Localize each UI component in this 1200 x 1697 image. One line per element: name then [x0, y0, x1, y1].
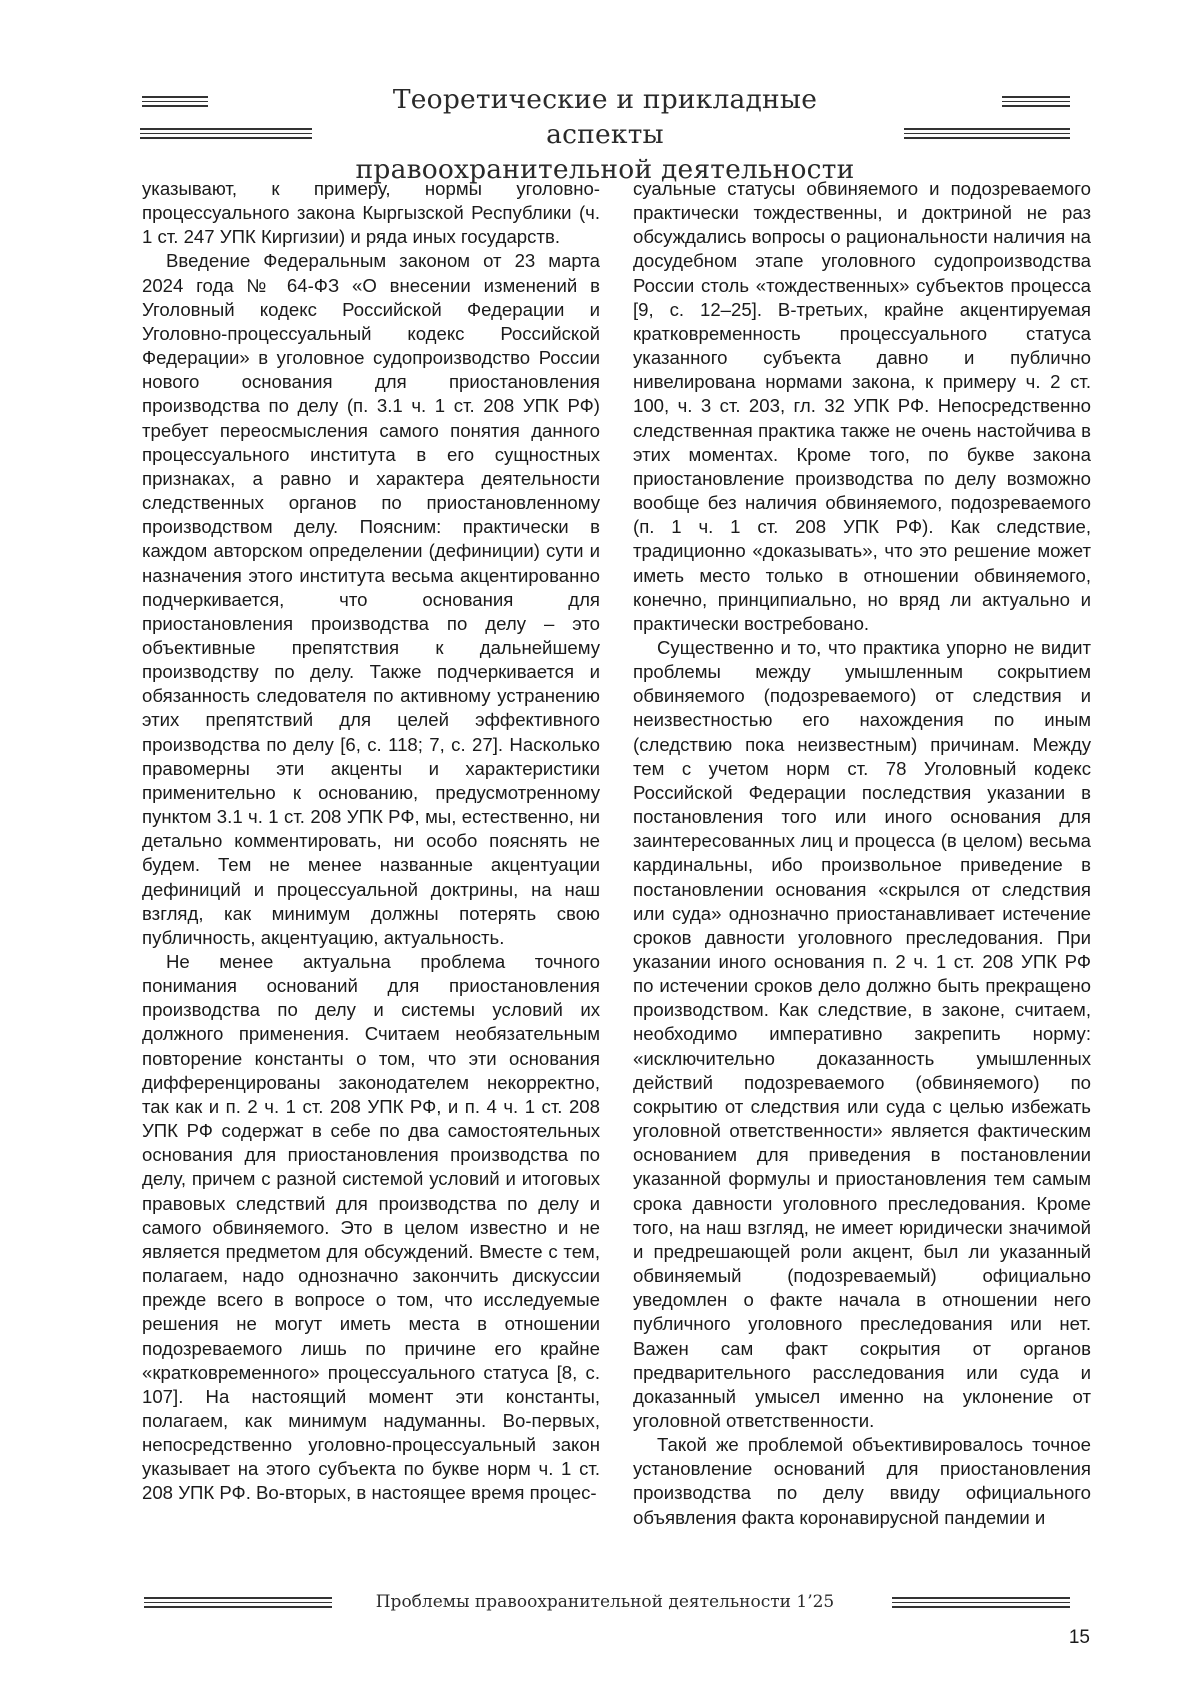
- running-footer: [140, 1588, 1070, 1618]
- paragraph: суальные статусы обвиняемого и подозреваемого практически тождественны, и доктриной не раз обсуждались вопросы о рациональности наличия на досудебном этапе уголовного судопроизводства России столь «тождественных» субъектов процесса [9, с. 12–25]. В-третьих, крайне акцентируемая кратковременность процессуального статуса указанного субъекта давно и публично нивелирована нормами закона, к примеру ч. 2 ст. 100, ч. 3 ст. 203, гл. 32 УПК РФ. Непосредственно следственная практика также не очень настойчива в этих моментах. Кроме того, по букве закона приостановление производства по делу возможно вообще без наличия обвиняемого, подозреваемого (п. 1 ч. 1 ст. 208 УПК РФ). Как следствие, традиционно «доказывать», что это решение может иметь место только в отношении обвиняемого, конечно, принципиально, но вряд ли актуально и практически востребовано.: [633, 178, 1091, 634]
- paragraph: указывают, к примеру, нормы уголовно-процессуального закона Кыргызской Республики (ч. 1 ст. 247 УПК Киргизии) и ряда иных государств.: [142, 178, 600, 248]
- header-rule-right-bottom: [904, 128, 1070, 139]
- footer-rule-right: [892, 1597, 1070, 1608]
- page-number: 15: [1068, 1627, 1090, 1648]
- left-column: [142, 177, 600, 1506]
- journal-title: Проблемы правоохранительной деятельности 1’25: [375, 1592, 835, 1612]
- header-rule-left-top: [142, 96, 208, 107]
- footer-rule-left: [144, 1597, 332, 1608]
- section-title: [340, 82, 870, 187]
- paragraph: Существенно и то, что практика упорно не видит проблемы между умышленным сокрытием обвиняемого (подозреваемого) от следствия и неизвестностью его нахождения по иным (следствию пока неизвестным) причинам. Между тем с учетом норм ст. 78 Уголовный кодекс Российской Федерации последствия указании в постановления того или иного основания для заинтересованных лиц и процесса (в целом) весьма кардинальны, ибо произвольное приведение в постановлении основания «скрылся от следствия или суда» однозначно приостанавливает истечение сроков давности уголовного преследования. При указании иного основания п. 2 ч. 1 ст. 208 УПК РФ по истечении сроков дело должно быть прекращено производством. Как следствие, в законе, считаем, необходимо императивно закрепить норму: «исключительно доказанность умышленных действий подозреваемого (обвиняемого) по сокрытию от следствия или суда с целью избежать уголовной ответственности» является фактическим основанием для приведения в постановлении указанной формулы и приостановления тем самым срока давности уголовного преследования. Кроме того, на наш взгляд, не имеет юридически значимой и предрешающей роли акцент, был ли указанный обвиняемый (подозреваемый) официально уведомлен о факте начала в отношении него публичного уголовного преследования или нет. Важен сам факт сокрытия от органов предварительного расследования или суда и доказанный умысел именно на уклонение от уголовной ответственности.: [633, 636, 1091, 1431]
- right-column: [633, 177, 1091, 1530]
- paragraph: Введение Федеральным законом от 23 марта 2024 года № 64-ФЗ «О внесении изменений в Уголовный кодекс Российской Федерации и Уголовно-процессуальный кодекс Российской Федерации» в уголовное судопроизводство России нового основания для приостановления производства по делу (п. 3.1 ч. 1 ст. 208 УПК РФ) требует переосмысления самого понятия данного процессуального института в его сущностных признаках, а равно и характера деятельности следственных органов по приостановленному производством делу. Поясним: практически в каждом авторском определении (дефиниции) сути и назначения этого института весьма акцентированно подчеркивается, что основания для приостановления производства по делу – это объективные препятствия к дальнейшему производству по делу. Также подчеркивается и обязанность следователя по активному устранению этих препятствий для целей эффективного производства по делу [6, с. 118; 7, с. 27]. Насколько правомерны эти акценты и характеристики применительно к основанию, предусмотренному пунктом 3.1 ч. 1 ст. 208 УПК РФ, мы, естественно, ни детально комментировать, ни особо пояснять не будем. Тем не менее названные акцентуации дефиниций и процессуальной доктрины, на наш взгляд, как минимум должны потерять свою публичность, акцентуацию, актуальность.: [142, 250, 600, 948]
- header-rule-right-top: [1002, 96, 1070, 107]
- paragraph: Не менее актуальна проблема точного понимания оснований для приостановления производства по делу и системы условий их должного применения. Считаем необязательным повторение константы о том, что эти основания дифференцированы законодателем некорректно, так как и п. 2 ч. 1 ст. 208 УПК РФ, и п. 4 ч. 1 ст. 208 УПК РФ содержат в себе по два самостоятельных основания для приостановления производства по делу, причем с разной системой условий и итоговых правовых следствий для производства по делу и самого обвиняемого. Это в целом известно и не является предметом для обсуждений. Вместе с тем, полагаем, надо однозначно закончить дискуссии прежде всего в вопросе о том, что исследуемые решения не могут иметь места в отношении подозреваемого лишь по причине его крайне «кратковременного» процессуального статуса [8, с. 107]. На настоящий момент эти константы, полагаем, как минимум надуманны. Во-первых, непосредственно уголовно-процессуальный закон указывает на этого субъекта по букве норм ч. 1 ст. 208 УПК РФ. Во-вторых, в настоящее время процес-: [142, 951, 600, 1504]
- section-title-line2: правоохранительной деятельности: [355, 154, 855, 185]
- running-header: [140, 82, 1070, 185]
- header-rule-left-bottom: [140, 128, 312, 139]
- paragraph: Такой же проблемой объективировалось точное установление оснований для приостановления производства по делу ввиду официального объявления факта коронавирусной пандемии и: [633, 1434, 1091, 1528]
- section-title-line1: Теоретические и прикладные аспекты: [392, 84, 818, 150]
